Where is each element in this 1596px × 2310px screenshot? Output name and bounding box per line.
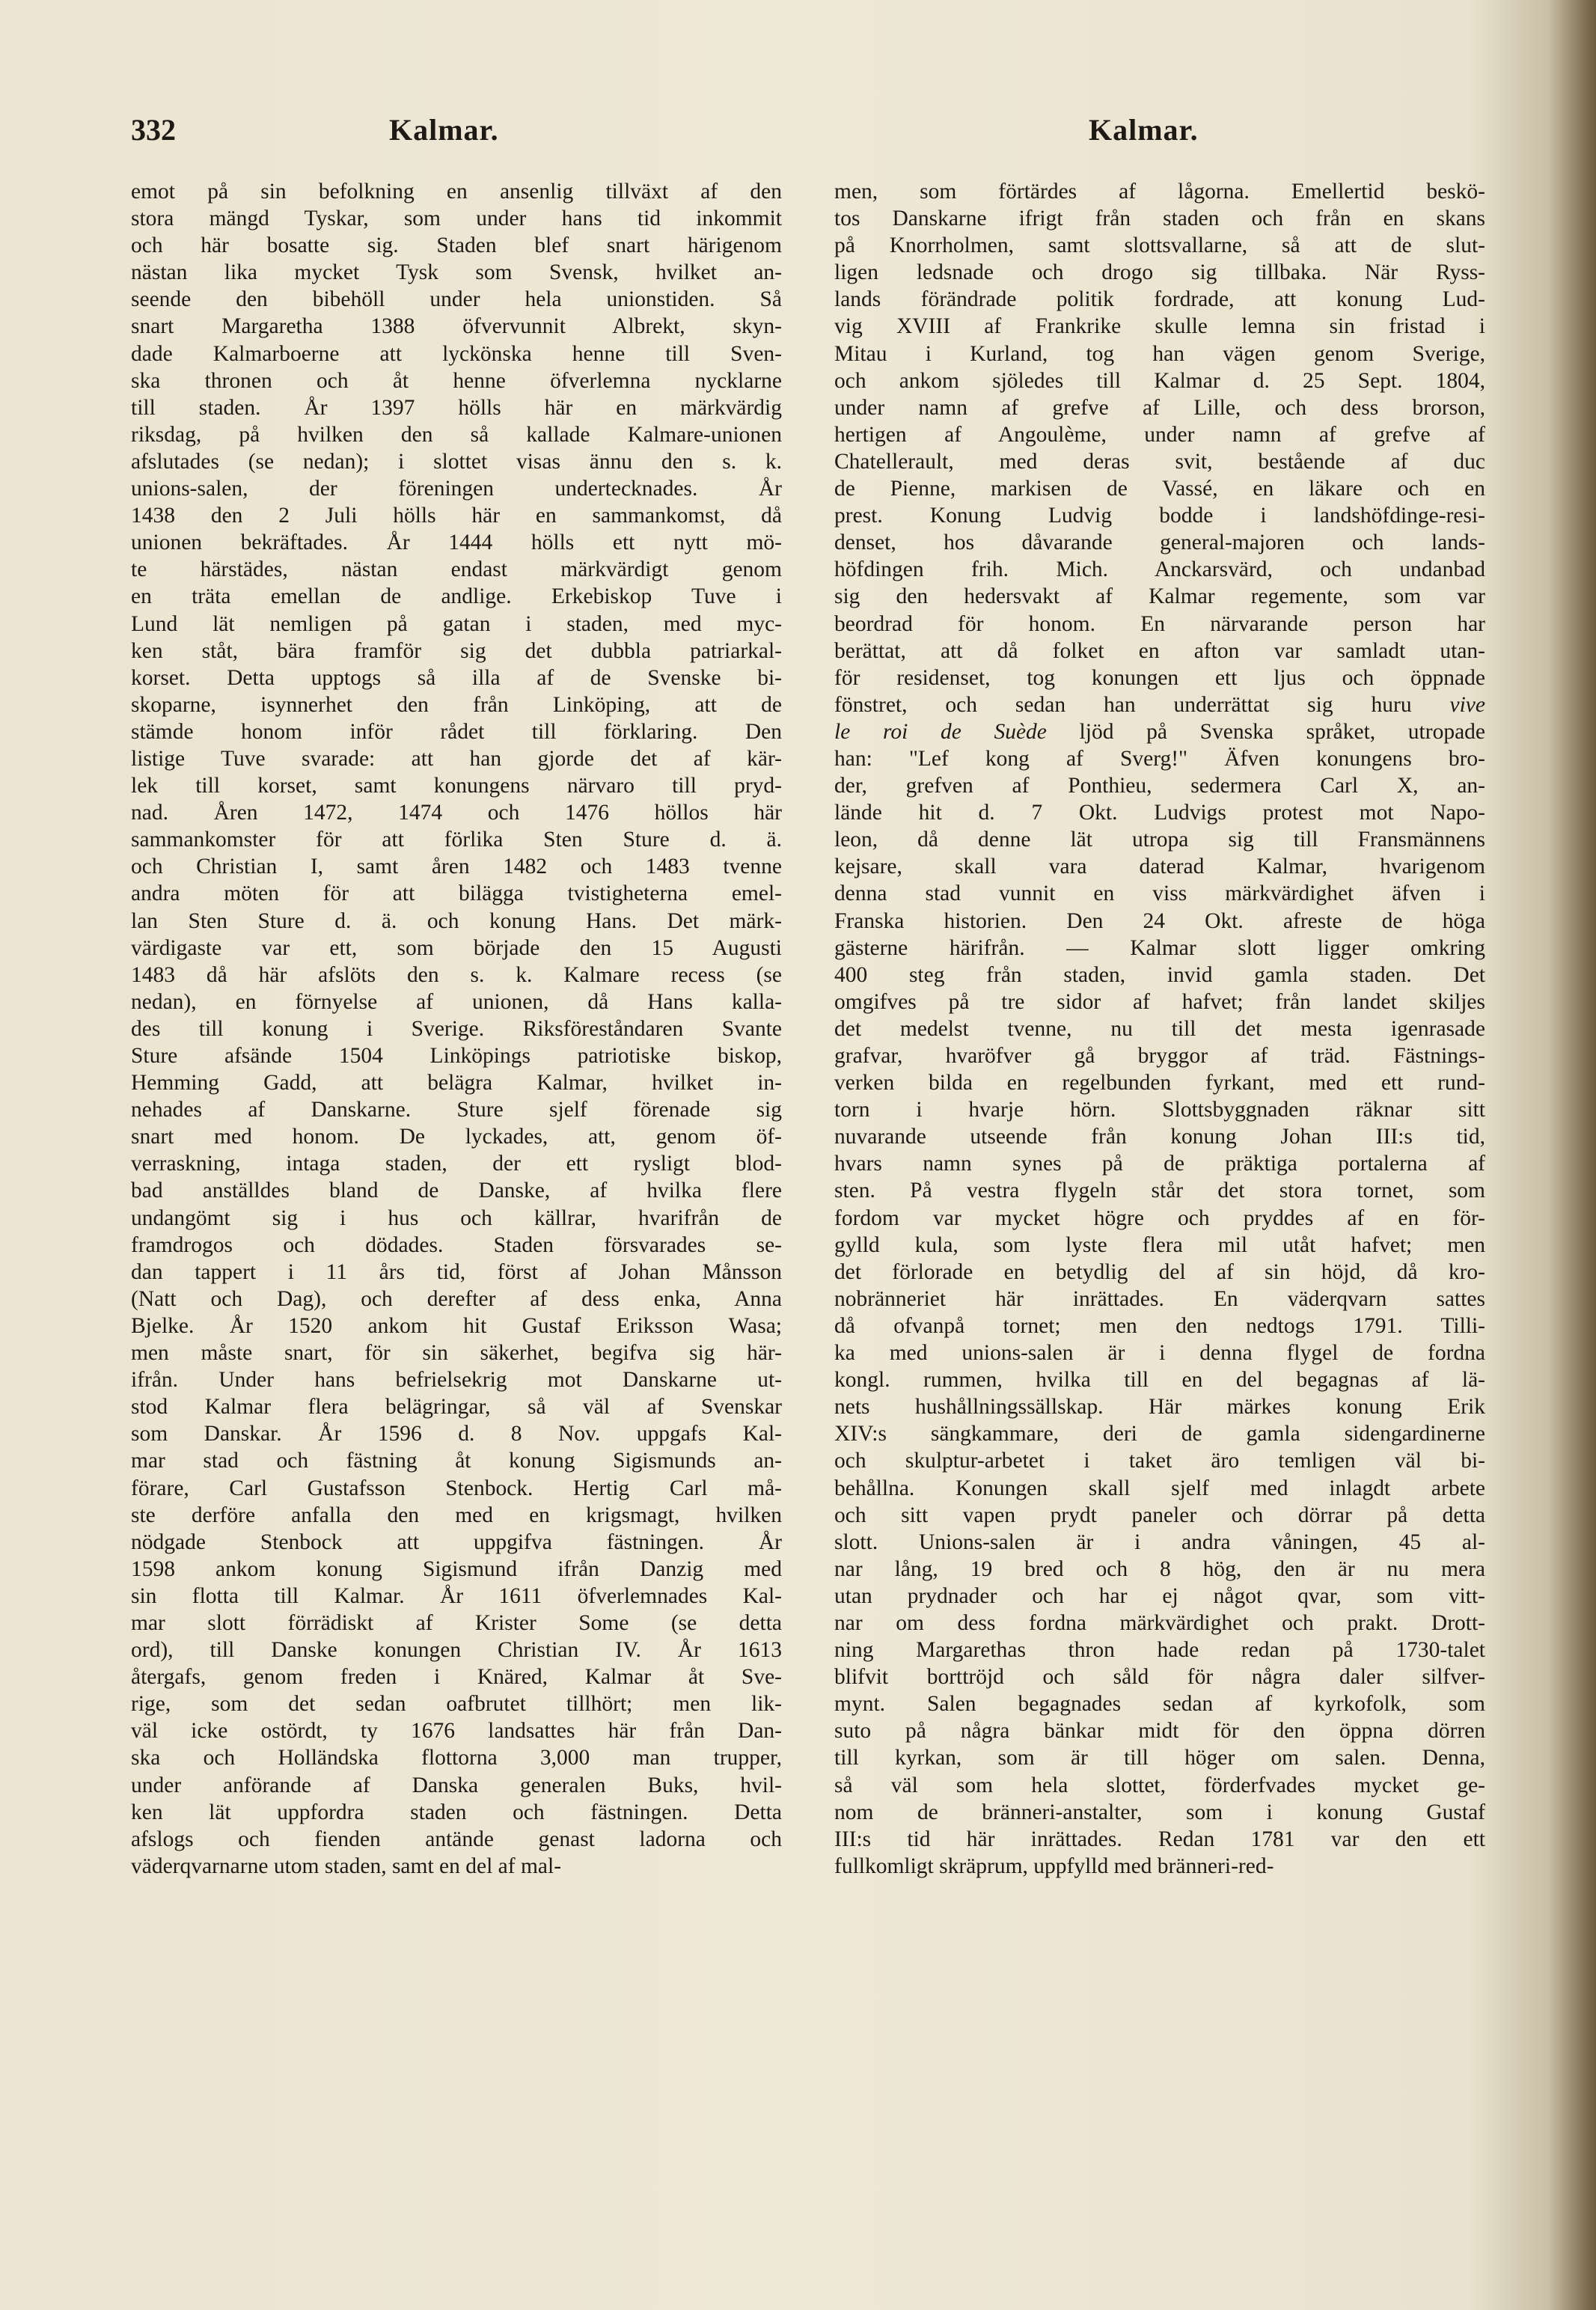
text-line: prest. Konung Ludvig bodde i landshöfdinge-resi- — [834, 504, 1485, 528]
text-line: lände hit d. 7 Okt. Ludvigs protest mot Napo- — [834, 801, 1485, 825]
text-line: nödgade Stenbock att uppgifva fästningen. År — [131, 1530, 782, 1554]
text-line: väderqvarnarne utom staden, samt en del af mal- — [131, 1854, 562, 1878]
text-line: mynt. Salen begagnades sedan af kyrkofolk, som — [834, 1692, 1485, 1717]
text-line: ska och Holländska flottorna 3,000 man trupper, — [131, 1746, 782, 1770]
text-line: lands förändrade politik fordrade, att konung Lud- — [834, 287, 1485, 312]
text-line: XIV:s sängkammare, deri de gamla sidengardinerne — [834, 1422, 1485, 1446]
text-line: ligen ledsnade och drogo sig tillbaka. När Ryss- — [834, 260, 1485, 285]
running-head-left: Kalmar. — [389, 113, 499, 147]
text-line: gästerne härifrån. — Kalmar slott ligger omkring — [834, 935, 1485, 960]
text-line: och sitt vapen prydt paneler och dörrar på detta — [834, 1503, 1485, 1527]
text-line: dade Kalmarboerne att lyckönska henne till Sven- — [131, 341, 782, 366]
text-line: under anförande af Danska generalen Buks, hvil- — [131, 1773, 782, 1797]
text-line: verraskning, intaga staden, der ett rysligt blod- — [131, 1152, 782, 1176]
text-line: kejsare, skall vara daterad Kalmar, hvarigenom — [834, 855, 1485, 879]
text-line: hertigen af Angoulème, under namn af grefve af — [834, 422, 1485, 447]
text-line: dan tappert i 11 års tid, först af Johan Månsson — [131, 1259, 782, 1284]
text-line: sig den hedersvakt af Kalmar regemente, som var — [834, 584, 1485, 609]
text-line: des till konung i Sverige. Riksföreståndaren Svante — [131, 1016, 782, 1041]
text-line: listige Tuve svarade: att han gjorde det af kär- — [131, 746, 782, 771]
text-line: mar stad och fästning åt konung Sigismunds an- — [131, 1449, 782, 1473]
text-line: skoparne, isynnerhet den från Linköping, att de — [131, 692, 782, 717]
text-line: Mitau i Kurland, tog han vägen genom Sverige, — [834, 341, 1485, 366]
text-line: 1438 den 2 Juli hölls här en sammankomst, då — [131, 504, 782, 528]
text-line: men, som förtärdes af lågorna. Emellertid beskö- — [834, 180, 1485, 204]
text-line: ord), till Danske konungen Christian IV. År 1613 — [131, 1638, 782, 1663]
text-line: och Christian I, samt åren 1482 och 1483 tvenne — [131, 855, 782, 879]
text-column-right — [834, 178, 1485, 1880]
text-line: fullkomligt skräprum, uppfylld med bränneri-red- — [834, 1854, 1274, 1878]
page-header — [131, 112, 1470, 157]
text-line: hvars namn synes på de präktiga portalerna af — [834, 1152, 1485, 1176]
text-line: till staden. År 1397 hölls här en märkvärdig — [131, 395, 782, 420]
text-line: lek till korset, samt konungens närvaro till pryd- — [131, 774, 782, 798]
text-line: nedan), en förnyelse af unionen, då Hans kalla- — [131, 989, 782, 1014]
text-line: värdigaste var ett, som började den 15 Augusti — [131, 935, 782, 960]
text-line: förare, Carl Gustafsson Stenbock. Hertig Carl må- — [131, 1476, 782, 1500]
text-line: Franska historien. Den 24 Okt. afreste de höga — [834, 908, 1485, 933]
text-line: blifvit borttröjd och såld för några daler silfver- — [834, 1665, 1485, 1690]
text-line: riksdag, på hvilken den så kallade Kalmare-unionen — [131, 422, 782, 447]
text-line: återgafs, genom freden i Knäred, Kalmar åt Sve- — [131, 1665, 782, 1690]
text-line: sten. På vestra flygeln står det stora tornet, som — [834, 1179, 1485, 1203]
text-line: nets hushållningssällskap. Här märkes konung Erik — [834, 1395, 1485, 1420]
text-line: slott. Unions-salen är i andra våningen, 45 al- — [834, 1530, 1485, 1554]
text-line: då ofvanpå tornet; men den nedtogs 1791. Tilli- — [834, 1313, 1485, 1338]
text-line: omgifves på tre sidor af hafvet; från landet skiljes — [834, 989, 1485, 1014]
text-line: unions-salen, der föreningen undertecknades. År — [131, 477, 782, 501]
text-line: nar om dess fordna märkvärdighet och prakt. Drott- — [834, 1610, 1485, 1635]
text-line: till kyrkan, som är till höger om salen. Denna, — [834, 1746, 1485, 1770]
text-line: 1598 ankom konung Sigismund ifrån Danzig med — [131, 1556, 782, 1581]
text-line: (Natt och Dag), och derefter af dess enka, Anna — [131, 1286, 782, 1311]
text-line: behållna. Konungen skall sjelf med inlagdt arbete — [834, 1476, 1485, 1500]
text-line: Chatellerault, med deras svit, bestående af duc — [834, 449, 1485, 474]
text-line: utan prydnader och har ej något qvar, som vitt- — [834, 1583, 1485, 1608]
text-line: och skulptur-arbetet i taket äro temligen väl bi- — [834, 1449, 1485, 1473]
text-line: ken ståt, bära framför sig det dubbla patriarkal- — [131, 638, 782, 663]
text-line: ska thronen och åt henne öfverlemna nycklarne — [131, 368, 782, 393]
text-line: denset, hos dåvarande general-majoren och lands- — [834, 531, 1485, 555]
text-line: och ankom sjöledes till Kalmar d. 25 Sept. 1804, — [834, 368, 1485, 393]
text-line: ken lät uppfordra staden och fästningen. Detta — [131, 1800, 782, 1824]
text-line: te härstädes, nästan endast märkvärdigt genom — [131, 557, 782, 582]
text-line: kongl. rummen, hvilka till en del begagnas af lä- — [834, 1368, 1485, 1393]
text-line: unionen bekräftades. År 1444 hölls ett nytt mö- — [131, 531, 782, 555]
text-line: denna stad vunnit en viss märkvärdighet äfven i — [834, 881, 1485, 906]
text-line: tos Danskarne ifrigt från staden och från en skans — [834, 207, 1485, 231]
text-line: vig XVIII af Frankrike skulle lemna sin fristad i — [834, 314, 1485, 339]
text-line: ifrån. Under hans befrielsekrig mot Danskarne ut- — [131, 1368, 782, 1393]
text-line: der, grefven af Ponthieu, sedermera Carl X, an- — [834, 774, 1485, 798]
text-line: gylld kula, som lyste flera mil utåt hafvet; men — [834, 1232, 1485, 1257]
text-line: leon, då denne lät utropa sig till Fransmännens — [834, 828, 1485, 852]
text-line: nad. Åren 1472, 1474 och 1476 höllos här — [131, 801, 782, 825]
text-line: snart Margaretha 1388 öfvervunnit Albrekt, skyn- — [131, 314, 782, 339]
text-line: de Pienne, markisen de Vassé, en läkare och en — [834, 477, 1485, 501]
text-line: Bjelke. År 1520 ankom hit Gustaf Eriksson Wasa; — [131, 1313, 782, 1338]
text-line: beordrad för honom. En närvarande person har — [834, 611, 1485, 636]
text-line: stod Kalmar flera belägringar, så väl af Svenskar — [131, 1395, 782, 1420]
text-line: så väl som hela slottet, förderfvades mycket ge- — [834, 1773, 1485, 1797]
page-number: 332 — [131, 113, 176, 147]
text-line: 400 steg från staden, invid gamla staden. Det — [834, 962, 1485, 987]
text-line: nästan lika mycket Tysk som Svensk, hvilket an- — [131, 260, 782, 285]
text-line: för residenset, tog konungen ett ljus och öppnade — [834, 665, 1485, 690]
text-line: han: "Lef kong af Sverg!" Äfven konungens bro- — [834, 746, 1485, 771]
text-column-left — [131, 178, 782, 1880]
text-line: sammankomster för att förlika Sten Sture d. ä. — [131, 828, 782, 852]
text-line: på Knorrholmen, samt slottsvallarne, så att de slut- — [834, 233, 1485, 258]
text-line: emot på sin befolkning en ansenlig tillväxt af den — [131, 180, 782, 204]
text-line: bad anställdes bland de Danske, af hvilka flere — [131, 1179, 782, 1203]
text-line: nuvarande utseende från konung Johan III:s tid, — [834, 1125, 1485, 1149]
text-line: det förlorade en betydlig del af sin höjd, då kro- — [834, 1259, 1485, 1284]
text-line: verken bilda en regelbunden fyrkant, med ett rund- — [834, 1071, 1485, 1096]
text-line: ste derföre anfalla den med en krigsmagt, hvilken — [131, 1503, 782, 1527]
text-line: under namn af grefve af Lille, och dess brorson, — [834, 395, 1485, 420]
text-line: det medelst tvenne, nu till det mesta igenrasade — [834, 1016, 1485, 1041]
text-line: framdrogos och dödades. Staden försvarades se- — [131, 1232, 782, 1257]
text-line: afslutades (se nedan); i slottet visas ännu den s. k. — [131, 449, 782, 474]
text-line: Lund lät nemligen på gatan i staden, med myc- — [131, 611, 782, 636]
text-line: ning Margarethas thron hade redan på 1730-talet — [834, 1638, 1485, 1663]
text-line: väl icke ostördt, ty 1676 landsattes här från Dan- — [131, 1719, 782, 1744]
text-line: undangömt sig i hus och källrar, hvarifrån de — [131, 1206, 782, 1230]
text-line: korset. Detta upptogs så illa af de Svenske bi- — [131, 665, 782, 690]
text-line: seende den bibehöll under hela unionstiden. Så — [131, 287, 782, 312]
text-line: nom de bränneri-anstalter, som i konung Gustaf — [834, 1800, 1485, 1824]
text-line: berättat, att då folket en afton var samladt utan- — [834, 638, 1485, 663]
text-line: Sture afsände 1504 Linköpings patriotiske biskop, — [131, 1044, 782, 1068]
text-line: fönstret, och sedan han underrättat sig huru vive — [834, 692, 1485, 717]
text-line: grafvar, hvaröfver gå bryggor af träd. Fästnings- — [834, 1044, 1485, 1068]
running-head-right: Kalmar. — [1089, 113, 1199, 147]
text-line: mar slott förrädiskt af Krister Some (se detta — [131, 1610, 782, 1635]
text-line: III:s tid här inrättades. Redan 1781 var den ett — [834, 1827, 1485, 1851]
text-line: rige, som det sedan oafbrutet tillhört; men lik- — [131, 1692, 782, 1717]
text-line: lan Sten Sture d. ä. och konung Hans. Det märk- — [131, 908, 782, 933]
text-line: suto på några bänkar midt för den öppna dörren — [834, 1719, 1485, 1744]
text-line: andra möten för att bilägga tvistigheterna emel- — [131, 881, 782, 906]
text-line: ka med unions-salen är i denna flygel de fordna — [834, 1341, 1485, 1366]
text-line: le roi de Suède ljöd på Svenska språket, utropade — [834, 719, 1485, 744]
text-line: afslogs och fienden antände genast ladorna och — [131, 1827, 782, 1851]
text-line: men måste snart, för sin säkerhet, begifva sig här- — [131, 1341, 782, 1366]
text-line: höfdingen frih. Mich. Anckarsvärd, och undanbad — [834, 557, 1485, 582]
text-line: sin flotta till Kalmar. År 1611 öfverlemnades Kal- — [131, 1583, 782, 1608]
text-line: nehades af Danskarne. Sture sjelf förenade sig — [131, 1098, 782, 1122]
text-line: torn i hvarje hörn. Slottsbyggnaden räknar sitt — [834, 1098, 1485, 1122]
text-line: Hemming Gadd, att belägra Kalmar, hvilket in- — [131, 1071, 782, 1096]
text-line: stora mängd Tyskar, som under hans tid inkommit — [131, 207, 782, 231]
text-line: nar lång, 19 bred och 8 hög, den är nu mera — [834, 1556, 1485, 1581]
text-line: nobränneriet här inrättades. En väderqvarn sattes — [834, 1286, 1485, 1311]
text-line: och här bosatte sig. Staden blef snart härigenom — [131, 233, 782, 258]
text-line: fordom var mycket högre och pryddes af en för- — [834, 1206, 1485, 1230]
text-line: 1483 då här afslöts den s. k. Kalmare recess (se — [131, 962, 782, 987]
text-line: snart med honom. De lyckades, att, genom öf- — [131, 1125, 782, 1149]
text-line: som Danskar. År 1596 d. 8 Nov. uppgafs Kal- — [131, 1422, 782, 1446]
text-line: en träta emellan de andlige. Erkebiskop Tuve i — [131, 584, 782, 609]
text-line: stämde honom inför rådet till förklaring. Den — [131, 719, 782, 744]
